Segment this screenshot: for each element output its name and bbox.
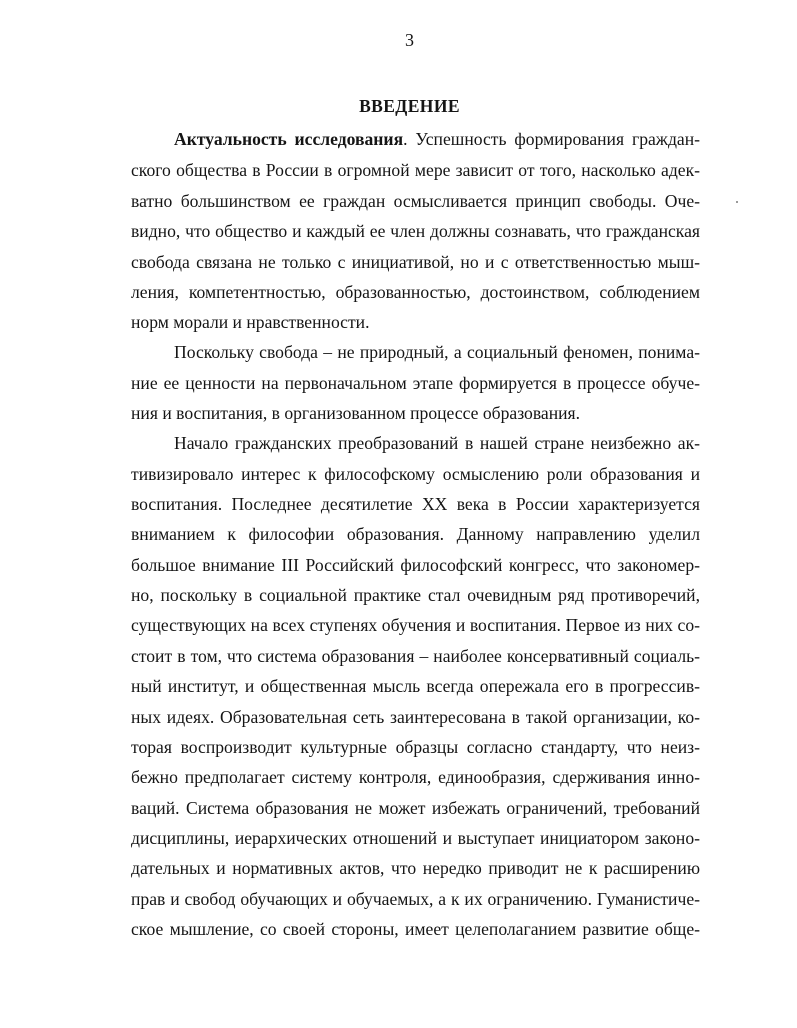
paragraph-3-line-12: бежно предполагает систему контроля, единообразия, сдерживания инно- <box>131 767 700 787</box>
paragraph-3-line-1: Начало гражданских преобразований в нашей стране неизбежно ак- <box>174 433 700 453</box>
paragraph-3-line-2: тивизировало интерес к философскому осмыслению роли образования и <box>131 464 700 484</box>
paragraph-1-line-2: ского общества в России в огромной мере зависит от того, насколько адек- <box>131 160 700 180</box>
paragraph-1-line-4: видно, что общество и каждый ее член должны сознавать, что гражданская <box>131 221 700 241</box>
paragraph-2-line-2: ние ее ценности на первоначальном этапе формируется в процессе обуче- <box>131 373 700 393</box>
paragraph-3-line-14: дисциплины, иерархических отношений и выступает инициатором законо- <box>131 828 700 848</box>
paragraph-1-line-6: ления, компетентностью, образованностью, достоинством, соблюдением <box>131 282 700 302</box>
paragraph-3-line-13: ваций. Система образования не может избежать ограничений, требований <box>131 798 700 818</box>
lead-bold-term: Актуальность исследования <box>174 129 404 149</box>
section-heading: ВВЕДЕНИЕ <box>359 96 460 116</box>
paragraph-3-line-15: дательных и нормативных актов, что нередко приводит не к расширению <box>131 858 700 878</box>
paragraph-3-line-16: прав и свобод обучающих и обучаемых, а к их ограничению. Гуманистиче- <box>131 889 700 909</box>
paragraph-1-line-5: свобода связана не только с инициативой, но и с ответственностью мыш- <box>131 252 700 272</box>
paragraph-1-line-1-text: . Успешность формирования граждан- <box>403 129 700 149</box>
paragraph-3-line-4: вниманием к философии образования. Данному направлению уделил <box>131 524 700 544</box>
paragraph-3-line-3: воспитания. Последнее десятилетие XX века в России характеризуется <box>131 494 700 514</box>
paragraph-1-line-3: ватно большинством ее граждан осмысливается принцип свободы. Оче- <box>131 191 700 211</box>
paragraph-2-line-1: Поскольку свобода – не природный, а социальный феномен, понима- <box>174 342 700 362</box>
paragraph-3-line-9: ный институт, и общественная мысль всегда опережала его в прогрессив- <box>131 676 700 696</box>
paragraph-1-line-1 <box>174 127 700 151</box>
paragraph-3-line-8: стоит в том, что система образования – наиболее консервативный социаль- <box>131 646 700 666</box>
paragraph-2-line-3: ния и воспитания, в организованном процессе образования. <box>131 403 581 423</box>
paragraph-3-line-6: но, поскольку в социальной практике стал очевидным ряд противоречий, <box>131 585 700 605</box>
paragraph-3-line-7: существующих на всех ступенях обучения и воспитания. Первое из них со- <box>131 615 700 635</box>
paragraph-1-line-7: норм морали и нравственности. <box>131 312 370 332</box>
paragraph-3-line-10: ных идеях. Образовательная сеть заинтересована в такой организации, ко- <box>131 707 700 727</box>
paragraph-3-line-5: большое внимание III Российский философский конгресс, что закономер- <box>131 555 700 575</box>
page-number: 3 <box>405 30 414 50</box>
scan-speck <box>736 201 738 203</box>
paragraph-3-line-17: ское мышление, со своей стороны, имеет целеполаганием развитие обще- <box>131 919 700 939</box>
paragraph-3-line-11: торая воспроизводит культурные образцы согласно стандарту, что неиз- <box>131 737 700 757</box>
